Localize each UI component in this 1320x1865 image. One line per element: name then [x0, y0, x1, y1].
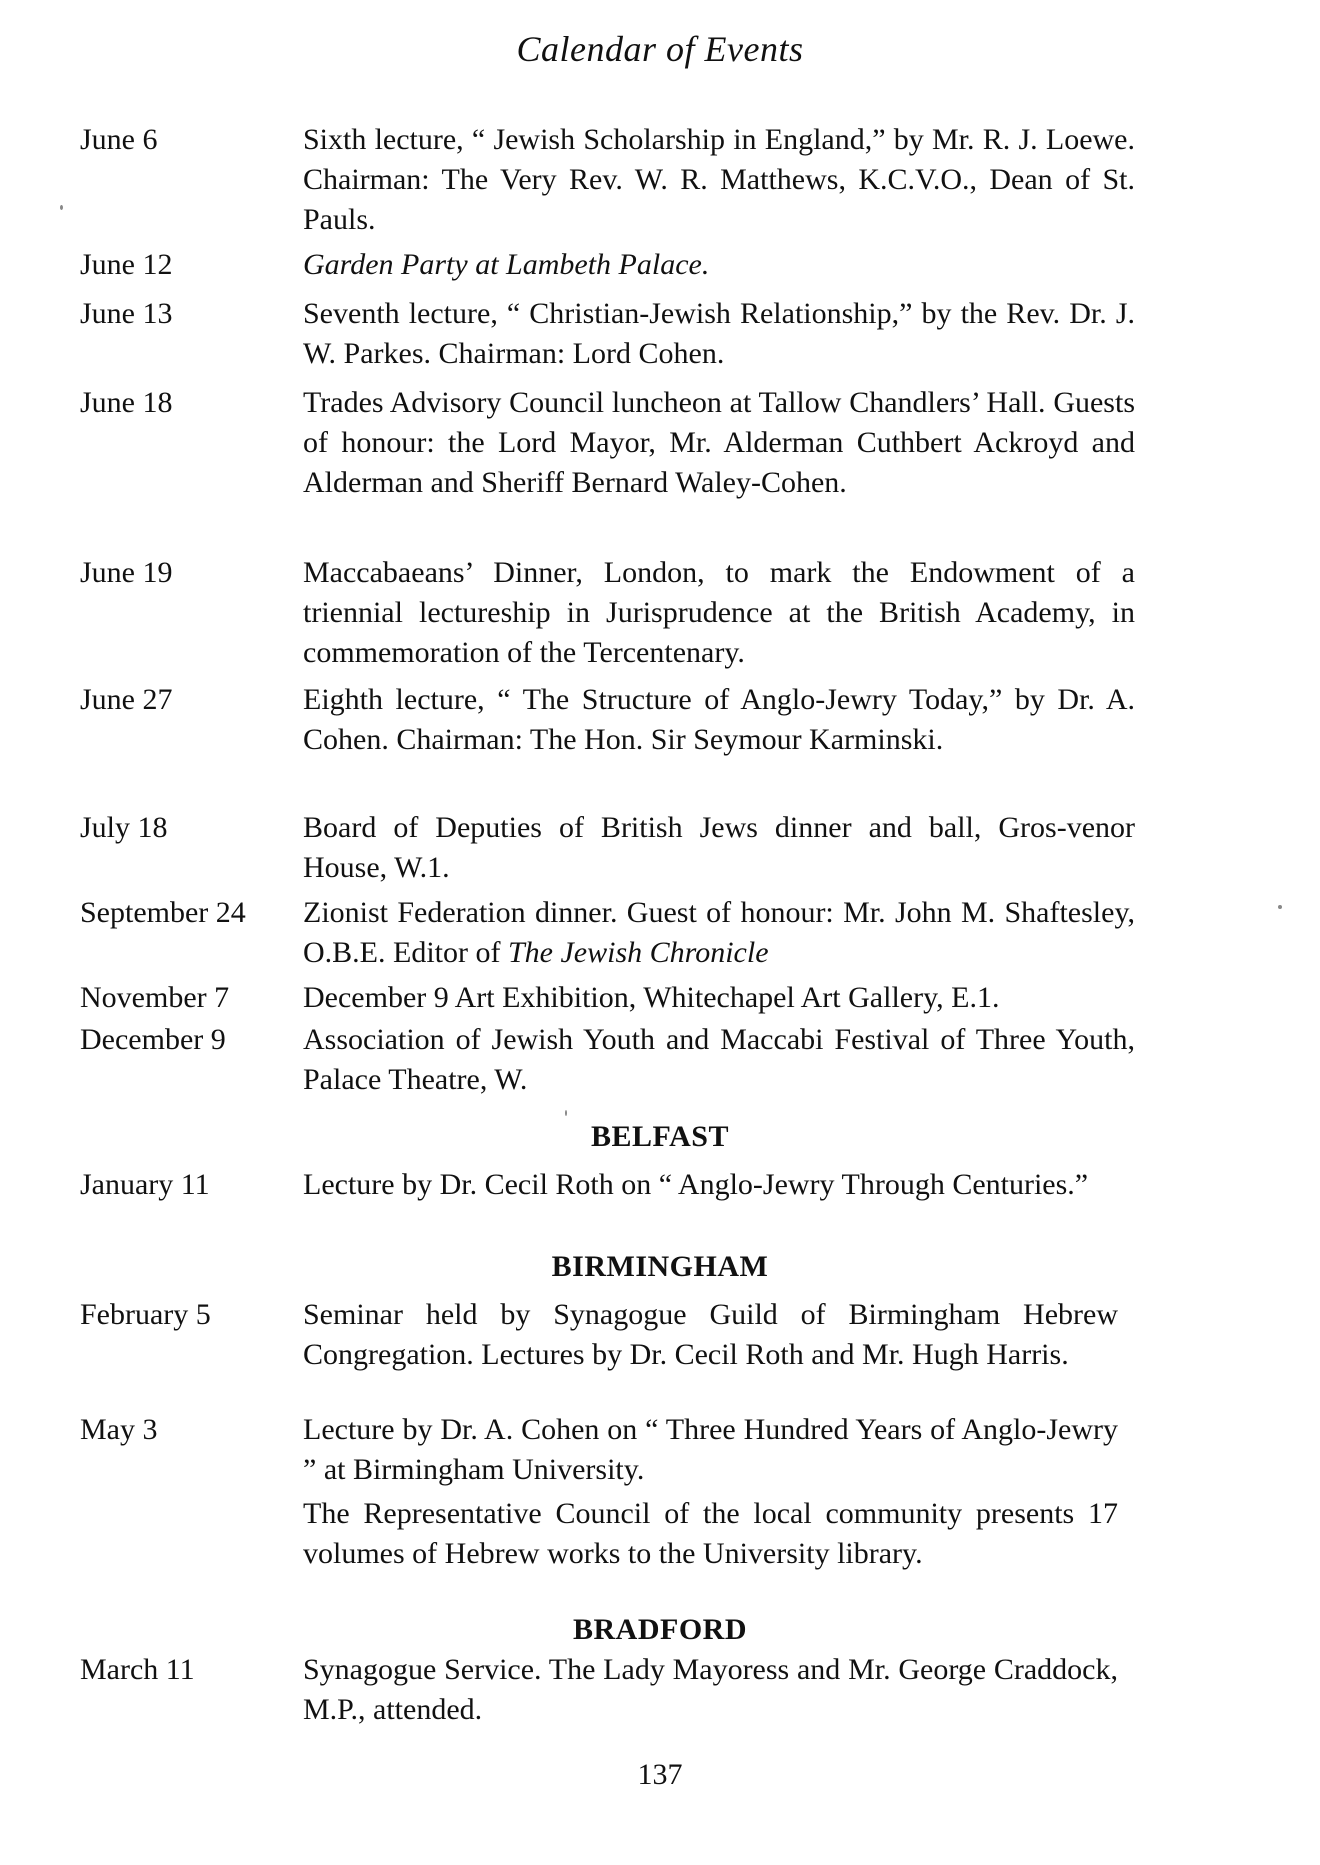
- entry-description: Board of Deputies of British Jews dinner and ball, Gros-venor House, W.1.: [303, 811, 1135, 884]
- entry-date: December 9: [80, 1023, 226, 1056]
- section-heading-bradford: BRADFORD: [573, 1613, 747, 1646]
- entry-date: June 27: [80, 683, 173, 716]
- entry-date: June 6: [80, 123, 158, 156]
- page-title: Calendar of Events: [516, 29, 804, 69]
- entry-description-text: Zionist Federation dinner. Guest of honour: Mr. John M. Shaftesley, O.B.E. Editor of: [303, 896, 1135, 969]
- entry-description: Sixth lecture, “ Jewish Scholarship in England,” by Mr. R. J. Loewe. Chairman: The Very Rev. W. R. Matthews, K.C.V.O., Dean of St. Pauls.: [303, 123, 1135, 236]
- entry-description: [303, 893, 1135, 973]
- entry-date: June 13: [80, 297, 173, 330]
- scan-speck: [1278, 905, 1282, 909]
- entry-date: February 5: [80, 1298, 211, 1331]
- section-heading-belfast: BELFAST: [591, 1120, 729, 1153]
- entry-description: Trades Advisory Council luncheon at Tallow Chandlers’ Hall. Guests of honour: the Lord Mayor, Mr. Alderman Cuthbert Ackroyd and Alderman and Sheriff Bernard Waley-Cohen.: [303, 386, 1135, 499]
- entry-description: Seventh lecture, “ Christian-Jewish Relationship,” by the Rev. Dr. J. W. Parkes. Chairman: Lord Cohen.: [303, 297, 1135, 370]
- page-number: 137: [637, 1758, 683, 1791]
- entry-date: May 3: [80, 1413, 158, 1446]
- entry-description: December 9 Art Exhibition, Whitechapel Art Gallery, E.1.: [303, 981, 1000, 1014]
- entry-date: June 18: [80, 386, 173, 419]
- scan-speck: [60, 205, 63, 210]
- scan-speck: [565, 1110, 567, 1116]
- entry-description: Garden Party at Lambeth Palace.: [303, 248, 710, 281]
- entry-date: January 11: [80, 1168, 210, 1201]
- entry-description: Association of Jewish Youth and Maccabi Festival of Three Youth, Palace Theatre, W.: [303, 1023, 1135, 1096]
- entry-description: Synagogue Service. The Lady Mayoress and Mr. George Craddock, M.P., attended.: [303, 1653, 1118, 1726]
- publication-title: The Jewish Chronicle: [507, 936, 769, 969]
- section-heading-birmingham: BIRMINGHAM: [551, 1250, 769, 1283]
- entry-description: Eighth lecture, “ The Structure of Anglo-Jewry Today,” by Dr. A. Cohen. Chairman: The Hon. Sir Seymour Karminski.: [303, 683, 1135, 756]
- entry-description: Lecture by Dr. Cecil Roth on “ Anglo-Jewry Through Centuries.”: [303, 1168, 1089, 1201]
- entry-date: June 19: [80, 556, 173, 589]
- entry-date: September 24: [80, 896, 246, 929]
- entry-description: Seminar held by Synagogue Guild of Birmingham Hebrew Congregation. Lectures by Dr. Cecil Roth and Mr. Hugh Harris.: [303, 1298, 1118, 1371]
- entry-date: March 11: [80, 1653, 195, 1686]
- entry-description: Maccabaeans’ Dinner, London, to mark the Endowment of a triennial lectureship in Jurisprudence at the British Academy, in commemoration of the Tercentenary.: [303, 556, 1135, 669]
- entry-date: June 12: [80, 248, 173, 281]
- entry-description: The Representative Council of the local community presents 17 volumes of Hebrew works to the University library.: [303, 1497, 1118, 1570]
- entry-description: Lecture by Dr. A. Cohen on “ Three Hundred Years of Anglo-Jewry ” at Birmingham University.: [303, 1413, 1118, 1486]
- entry-date: July 18: [80, 811, 168, 844]
- entry-date: November 7: [80, 981, 230, 1014]
